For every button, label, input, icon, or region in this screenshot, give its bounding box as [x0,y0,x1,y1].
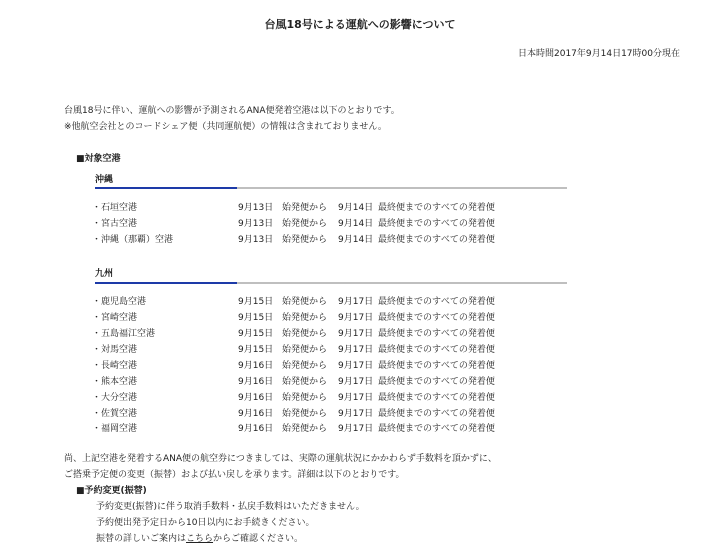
date-to: 9月17日 [338,377,374,387]
date-to: 9月14日 [338,219,374,229]
date-from: 9月15日 [238,297,274,307]
last-flight: 最終便までのすべての発着便 [378,235,495,245]
airport-name: ・佐賀空港 [92,409,138,419]
date-from: 9月15日 [238,313,274,323]
first-flight: 始発便から [282,297,328,307]
note-line-3 [96,531,303,544]
first-flight: 始発便から [282,361,328,371]
footer-line-1: 尚、上記空港を発着するANA便の航空券につきましては、実際の運航状況にかかわらず手数料を頂かずに、 [64,454,497,464]
airport-name: ・大分空港 [92,393,138,403]
date-from: 9月13日 [238,219,274,229]
date-from: 9月16日 [238,377,274,387]
date-from: 9月15日 [238,345,274,355]
airport-name: ・長崎空港 [92,361,138,371]
last-flight: 最終便までのすべての発着便 [378,424,495,434]
airport-name: ・宮古空港 [92,219,138,229]
date-to: 9月17日 [338,313,374,323]
note-text-after: からご確認ください。 [213,534,304,544]
first-flight: 始発便から [282,329,328,339]
first-flight: 始発便から [282,313,328,323]
first-flight: 始発便から [282,409,328,419]
last-flight: 最終便までのすべての発着便 [378,297,495,307]
last-flight: 最終便までのすべての発着便 [378,219,495,229]
last-flight: 最終便までのすべての発着便 [378,409,495,419]
last-flight: 最終便までのすべての発着便 [378,203,495,213]
first-flight: 始発便から [282,345,328,355]
date-to: 9月17日 [338,424,374,434]
date-from: 9月16日 [238,361,274,371]
date-from: 9月16日 [238,393,274,403]
airport-name: ・福岡空港 [92,424,138,434]
date-to: 9月17日 [338,409,374,419]
intro-line-1: 台風18号に伴い、運航への影響が予測されるANA便発着空港は以下のとおりです。 [64,106,400,116]
last-flight: 最終便までのすべての発着便 [378,313,495,323]
date-to: 9月14日 [338,235,374,245]
first-flight: 始発便から [282,235,328,245]
last-flight: 最終便までのすべての発着便 [378,393,495,403]
footer-line-2: ご搭乗予定便の変更（振替）および払い戻しを承ります。詳細は以下のとおりです。 [64,470,405,480]
first-flight: 始発便から [282,219,328,229]
first-flight: 始発便から [282,393,328,403]
date-from: 9月13日 [238,235,274,245]
details-link[interactable]: こちら [186,534,214,544]
region-divider-accent [95,282,237,284]
airport-name: ・宮崎空港 [92,313,138,323]
note-text-before: 振替の詳しいご案内は [96,534,187,544]
subsection-heading: ■予約変更(振替) [76,486,147,496]
date-to: 9月17日 [338,329,374,339]
note-line-2: 予約便出発予定日から10日以内にお手続きください。 [96,518,315,528]
airport-name: ・沖縄（那覇）空港 [92,235,174,245]
first-flight: 始発便から [282,377,328,387]
first-flight: 始発便から [282,424,328,434]
airport-name: ・鹿児島空港 [92,297,147,307]
last-flight: 最終便までのすべての発着便 [378,377,495,387]
date-from: 9月16日 [238,424,274,434]
date-to: 9月17日 [338,361,374,371]
airport-name: ・五島福江空港 [92,329,156,339]
timestamp: 日本時間2017年9月14日17時00分現在 [518,49,680,59]
region-divider-accent [95,187,237,189]
date-to: 9月17日 [338,345,374,355]
date-from: 9月13日 [238,203,274,213]
intro-line-2: ※他航空会社とのコードシェア便（共同運航便）の情報は含まれておりません。 [64,122,387,132]
airport-name: ・石垣空港 [92,203,138,213]
region-divider [95,282,567,284]
airport-name: ・対馬空港 [92,345,138,355]
airport-name: ・熊本空港 [92,377,138,387]
date-from: 9月16日 [238,409,274,419]
first-flight: 始発便から [282,203,328,213]
date-to: 9月14日 [338,203,374,213]
region-divider [95,187,567,189]
page-title: 台風18号による運航への影響について [264,18,456,31]
date-from: 9月15日 [238,329,274,339]
region-kyushu: 九州 [95,269,114,279]
last-flight: 最終便までのすべての発着便 [378,329,495,339]
region-okinawa: 沖縄 [95,175,114,185]
last-flight: 最終便までのすべての発着便 [378,345,495,355]
date-to: 9月17日 [338,393,374,403]
last-flight: 最終便までのすべての発着便 [378,361,495,371]
date-to: 9月17日 [338,297,374,307]
note-line-1: 予約変更(振替)に伴う取消手数料・払戻手数料はいただきません。 [96,502,365,512]
section-heading: ■対象空港 [76,154,121,164]
